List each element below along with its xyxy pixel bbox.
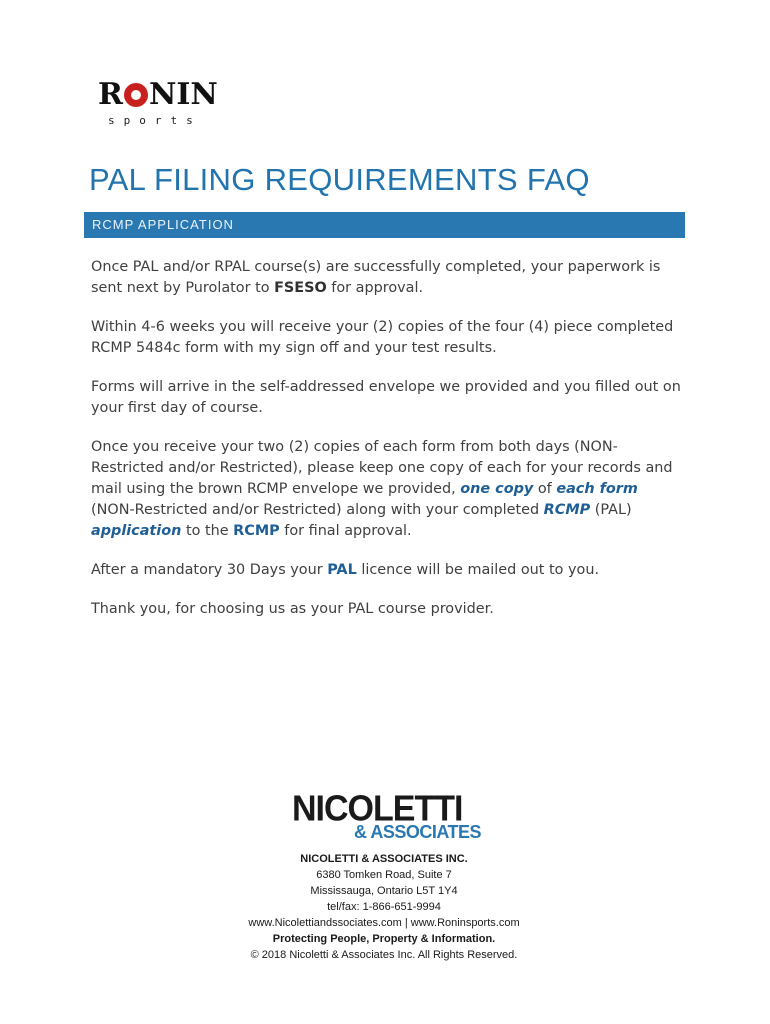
- paragraph-5: After a mandatory 30 Days your PAL licence will be mailed out to you.: [91, 562, 600, 578]
- paragraph-1: Once PAL and/or RPAL course(s) are successfully completed, your paperwork is sent next by Purolator to FSESO for approval.: [91, 259, 661, 296]
- page-title: PAL FILING REQUIREMENTS FAQ: [89, 162, 590, 197]
- paragraph-6: Thank you, for choosing us as your PAL course provider.: [91, 601, 494, 617]
- paragraph-3: Forms will arrive in the self-addressed envelope we provided and you filled out on your first day of course.: [91, 379, 681, 416]
- address-line-2: Mississauga, Ontario L5T 1Y4: [310, 885, 458, 897]
- faq-content: [91, 257, 686, 638]
- website-links: www.Nicolettiandssociates.com | www.Roninsports.com: [248, 917, 520, 929]
- address-line-1: 6380 Tomken Road, Suite 7: [316, 869, 452, 881]
- nicoletti-associates-logo: NICOLETTI & ASSOCIATES: [292, 789, 482, 842]
- company-name: NICOLETTI & ASSOCIATES INC.: [300, 853, 468, 865]
- phone-number: tel/fax: 1-866-651-9994: [327, 901, 441, 913]
- paragraph-2: Within 4-6 weeks you will receive your (2) copies of the four (4) piece completed RCMP 5484c form with my sign off and your test results.: [91, 319, 674, 356]
- paragraph-4: Once you receive your two (2) copies of each form from both days (NON-Restricted and/or Restricted), please keep one copy of each for your records and mail using the brown RCMP envelope we provided, one copy of each form (NON-Restricted and/or Restricted) along with your completed RCMP (PAL) application to the RCMP for final approval.: [91, 439, 673, 539]
- footer-contact: [184, 851, 584, 963]
- ronin-sports-logo: R NIN sports: [98, 77, 218, 127]
- copyright: © 2018 Nicoletti & Associates Inc. All Rights Reserved.: [250, 949, 518, 961]
- section-header-rcmp: RCMP APPLICATION: [84, 212, 685, 238]
- tagline: Protecting People, Property & Information.: [272, 933, 496, 945]
